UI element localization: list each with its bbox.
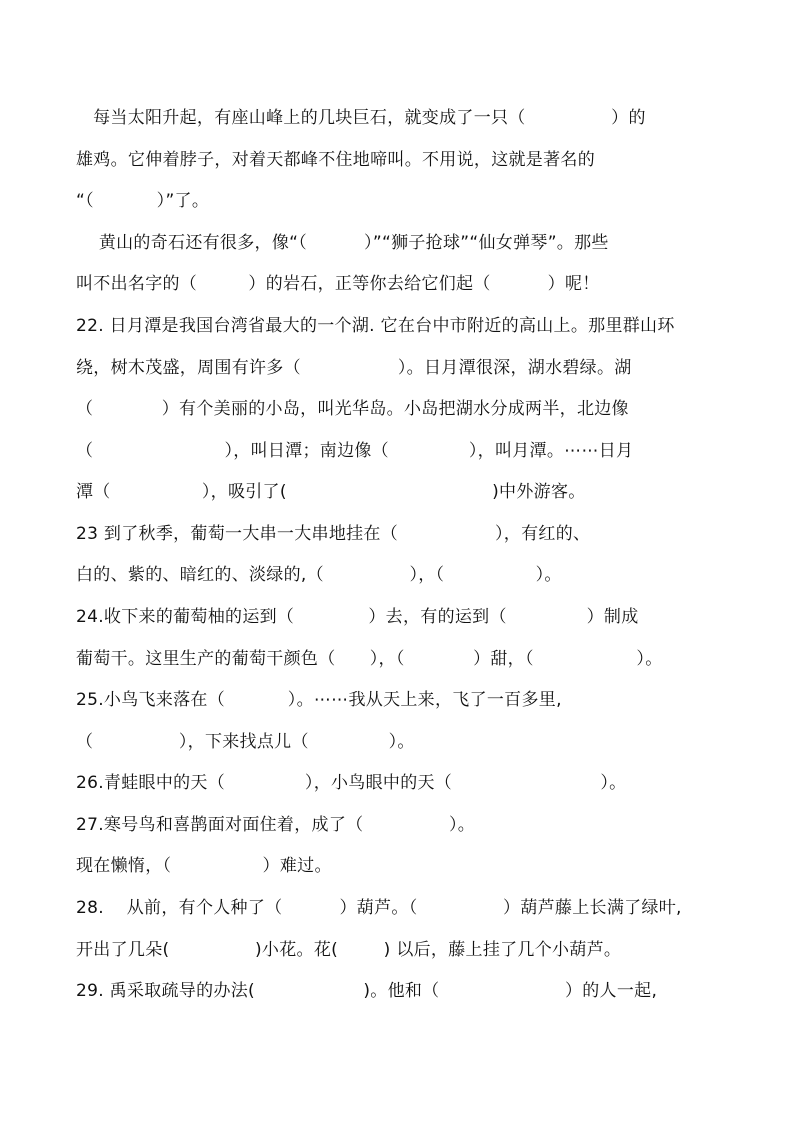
text-line-4: 黄山的奇石还有很多，像“（ ）”“狮子抢球”“仙女弹琴”。那些 xyxy=(76,233,609,253)
text-line-20: 28. 从前，有个人种了（ ）葫芦。（ ）葫芦藤上长满了绿叶, xyxy=(76,898,682,918)
text-line-1: 每当太阳升起，有座山峰上的几块巨石，就变成了一只（ ）的 xyxy=(76,108,646,128)
text-line-8: （ ）有个美丽的小岛，叫光华岛。小岛把湖水分成两半，北边像 xyxy=(76,399,629,419)
text-line-5: 叫不出名字的（ ）的岩石，正等你去给它们起（ ）呢！ xyxy=(76,274,600,294)
text-line-10: 潭（ ），吸引了( )中外游客。 xyxy=(76,482,586,502)
text-line-17: 26.青蛙眼中的天（ ），小鸟眼中的天（ ）。 xyxy=(76,773,627,793)
text-line-22: 29. 禹采取疏导的办法( )。他和（ ）的人一起, xyxy=(76,981,658,1001)
text-line-16: （ ），下来找点儿（ ）。 xyxy=(76,732,415,752)
text-line-9: （ ），叫日潭；南边像（ ），叫月潭。⋯⋯日月 xyxy=(76,441,634,461)
text-line-3: “（ ）”了。 xyxy=(76,191,210,211)
text-line-15: 25.小鸟飞来落在（ ）。⋯⋯我从天上来，飞了一百多里, xyxy=(76,690,562,710)
text-line-12: 白的、紫的、暗红的、淡绿的,（ ），（ ）。 xyxy=(76,565,562,585)
text-line-21: 开出了几朵( )小花。花( ) 以后，藤上挂了几个小葫芦。 xyxy=(76,940,622,960)
text-line-2: 雄鸡。它伸着脖子，对着天都峰不住地啼叫。不用说，这就是著名的 xyxy=(76,150,595,170)
text-line-7: 绕，树木茂盛，周围有许多（ ）。日月潭很深，湖水碧绿。湖 xyxy=(76,358,632,378)
text-line-14: 葡萄干。这里生产的葡萄干颜色（ ），（ ）甜，（ ）。 xyxy=(76,649,663,669)
text-line-19: 现在懒惰，（ ）难过。 xyxy=(76,856,332,876)
text-line-13: 24.收下来的葡萄柚的运到（ ）去，有的运到（ ）制成 xyxy=(76,607,639,627)
text-line-18: 27.寒号鸟和喜鹊面对面住着，成了（ ）。 xyxy=(76,815,476,835)
text-line-6: 22. 日月潭是我国台湾省最大的一个湖. 它在台中市附近的高山上。那里群山环 xyxy=(76,316,675,336)
text-line-11: 23 到了秋季，葡萄一大串一大串地挂在（ ），有红的、 xyxy=(76,524,591,544)
